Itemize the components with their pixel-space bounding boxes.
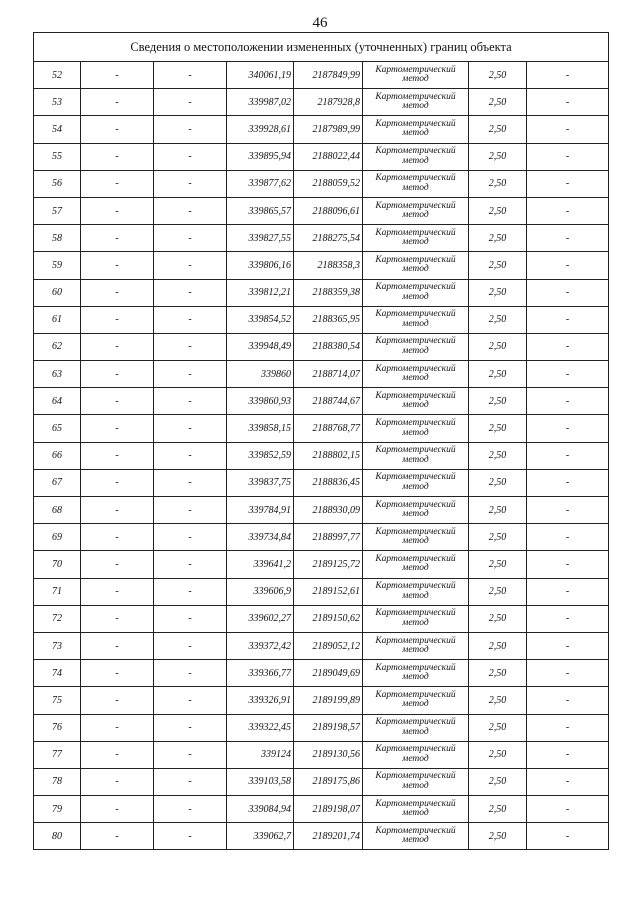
x-coordinate-cell: 339062,7 [227,823,294,850]
point-number-cell: 78 [34,768,81,795]
empty-dash-cell: - [154,469,227,496]
y-coordinate-cell: 2187849,99 [294,62,363,89]
accuracy-cell: 2,50 [469,415,527,442]
y-coordinate-cell: 2188059,52 [294,170,363,197]
method-cell: Картометрический метод [363,469,469,496]
empty-dash-cell: - [81,442,154,469]
empty-dash-cell: - [154,252,227,279]
point-number-cell: 68 [34,497,81,524]
table-header-row [34,33,609,62]
table-row [34,170,609,197]
method-cell: Картометрический метод [363,197,469,224]
note-cell: - [527,143,609,170]
empty-dash-cell: - [81,687,154,714]
accuracy-cell: 2,50 [469,361,527,388]
empty-dash-cell: - [154,524,227,551]
point-number-cell: 53 [34,89,81,116]
note-cell: - [527,823,609,850]
method-cell: Картометрический метод [363,116,469,143]
empty-dash-cell: - [81,578,154,605]
note-cell: - [527,279,609,306]
y-coordinate-cell: 2188997,77 [294,524,363,551]
point-number-cell: 58 [34,225,81,252]
empty-dash-cell: - [154,497,227,524]
empty-dash-cell: - [81,714,154,741]
empty-dash-cell: - [154,89,227,116]
x-coordinate-cell: 339641,2 [227,551,294,578]
y-coordinate-cell: 2188836,45 [294,469,363,496]
table-row [34,714,609,741]
table-row [34,333,609,360]
empty-dash-cell: - [81,524,154,551]
accuracy-cell: 2,50 [469,714,527,741]
method-cell: Картометрический метод [363,714,469,741]
point-number-cell: 56 [34,170,81,197]
empty-dash-cell: - [81,497,154,524]
accuracy-cell: 2,50 [469,660,527,687]
empty-dash-cell: - [154,605,227,632]
boundary-coordinates-table [33,32,609,850]
point-number-cell: 77 [34,741,81,768]
point-number-cell: 70 [34,551,81,578]
table-row [34,768,609,795]
y-coordinate-cell: 2188359,38 [294,279,363,306]
table-row [34,415,609,442]
method-cell: Картометрический метод [363,442,469,469]
empty-dash-cell: - [81,551,154,578]
y-coordinate-cell: 2187928,8 [294,89,363,116]
accuracy-cell: 2,50 [469,116,527,143]
y-coordinate-cell: 2189201,74 [294,823,363,850]
x-coordinate-cell: 339895,94 [227,143,294,170]
table-row [34,551,609,578]
y-coordinate-cell: 2188275,54 [294,225,363,252]
y-coordinate-cell: 2188802,15 [294,442,363,469]
x-coordinate-cell: 339852,59 [227,442,294,469]
point-number-cell: 80 [34,823,81,850]
table-row [34,62,609,89]
y-coordinate-cell: 2188714,07 [294,361,363,388]
table-row [34,442,609,469]
y-coordinate-cell: 2188930,09 [294,497,363,524]
x-coordinate-cell: 339827,55 [227,225,294,252]
x-coordinate-cell: 339806,16 [227,252,294,279]
method-cell: Картометрический метод [363,605,469,632]
y-coordinate-cell: 2188365,95 [294,306,363,333]
empty-dash-cell: - [81,197,154,224]
empty-dash-cell: - [154,442,227,469]
empty-dash-cell: - [81,279,154,306]
point-number-cell: 65 [34,415,81,442]
accuracy-cell: 2,50 [469,632,527,659]
accuracy-cell: 2,50 [469,796,527,823]
point-number-cell: 59 [34,252,81,279]
empty-dash-cell: - [154,170,227,197]
method-cell: Картометрический метод [363,741,469,768]
note-cell: - [527,524,609,551]
y-coordinate-cell: 2189130,56 [294,741,363,768]
empty-dash-cell: - [154,279,227,306]
table-row [34,469,609,496]
empty-dash-cell: - [81,768,154,795]
table-row [34,225,609,252]
empty-dash-cell: - [81,741,154,768]
method-cell: Картометрический метод [363,279,469,306]
note-cell: - [527,116,609,143]
table-row [34,823,609,850]
y-coordinate-cell: 2189199,89 [294,687,363,714]
y-coordinate-cell: 2188022,44 [294,143,363,170]
table-header: Сведения о местоположении измененных (уточненных) границ объекта [34,33,609,62]
point-number-cell: 61 [34,306,81,333]
table-row [34,252,609,279]
accuracy-cell: 2,50 [469,578,527,605]
point-number-cell: 57 [34,197,81,224]
note-cell: - [527,551,609,578]
accuracy-cell: 2,50 [469,306,527,333]
y-coordinate-cell: 2188096,61 [294,197,363,224]
x-coordinate-cell: 339865,57 [227,197,294,224]
empty-dash-cell: - [154,551,227,578]
x-coordinate-cell: 339948,49 [227,333,294,360]
table-row [34,388,609,415]
note-cell: - [527,469,609,496]
empty-dash-cell: - [81,415,154,442]
empty-dash-cell: - [81,796,154,823]
point-number-cell: 63 [34,361,81,388]
accuracy-cell: 2,50 [469,279,527,306]
table-row [34,632,609,659]
empty-dash-cell: - [81,388,154,415]
table-row [34,605,609,632]
empty-dash-cell: - [81,333,154,360]
empty-dash-cell: - [154,796,227,823]
method-cell: Картометрический метод [363,551,469,578]
accuracy-cell: 2,50 [469,823,527,850]
accuracy-cell: 2,50 [469,333,527,360]
accuracy-cell: 2,50 [469,687,527,714]
page-number: 46 [312,15,328,31]
method-cell: Картометрический метод [363,89,469,116]
method-cell: Картометрический метод [363,687,469,714]
table-row [34,660,609,687]
x-coordinate-cell: 339812,21 [227,279,294,306]
y-coordinate-cell: 2188768,77 [294,415,363,442]
table-row [34,361,609,388]
y-coordinate-cell: 2187989,99 [294,116,363,143]
method-cell: Картометрический метод [363,225,469,252]
point-number-cell: 55 [34,143,81,170]
accuracy-cell: 2,50 [469,469,527,496]
accuracy-cell: 2,50 [469,197,527,224]
empty-dash-cell: - [154,197,227,224]
x-coordinate-cell: 339860 [227,361,294,388]
empty-dash-cell: - [154,143,227,170]
method-cell: Картометрический метод [363,415,469,442]
note-cell: - [527,89,609,116]
table-row [34,524,609,551]
note-cell: - [527,687,609,714]
x-coordinate-cell: 339322,45 [227,714,294,741]
point-number-cell: 66 [34,442,81,469]
table-row [34,197,609,224]
y-coordinate-cell: 2189150,62 [294,605,363,632]
note-cell: - [527,62,609,89]
note-cell: - [527,442,609,469]
empty-dash-cell: - [154,415,227,442]
accuracy-cell: 2,50 [469,524,527,551]
method-cell: Картометрический метод [363,143,469,170]
empty-dash-cell: - [154,388,227,415]
note-cell: - [527,361,609,388]
point-number-cell: 60 [34,279,81,306]
empty-dash-cell: - [154,333,227,360]
empty-dash-cell: - [154,741,227,768]
accuracy-cell: 2,50 [469,170,527,197]
method-cell: Картометрический метод [363,170,469,197]
table-row [34,578,609,605]
empty-dash-cell: - [154,116,227,143]
method-cell: Картометрический метод [363,361,469,388]
point-number-cell: 52 [34,62,81,89]
note-cell: - [527,415,609,442]
accuracy-cell: 2,50 [469,442,527,469]
x-coordinate-cell: 339860,93 [227,388,294,415]
y-coordinate-cell: 2189198,57 [294,714,363,741]
note-cell: - [527,660,609,687]
empty-dash-cell: - [81,605,154,632]
y-coordinate-cell: 2188358,3 [294,252,363,279]
accuracy-cell: 2,50 [469,497,527,524]
method-cell: Картометрический метод [363,62,469,89]
point-number-cell: 62 [34,333,81,360]
method-cell: Картометрический метод [363,497,469,524]
point-number-cell: 69 [34,524,81,551]
x-coordinate-cell: 339103,58 [227,768,294,795]
empty-dash-cell: - [154,62,227,89]
accuracy-cell: 2,50 [469,768,527,795]
empty-dash-cell: - [154,687,227,714]
note-cell: - [527,796,609,823]
empty-dash-cell: - [81,116,154,143]
method-cell: Картометрический метод [363,578,469,605]
note-cell: - [527,170,609,197]
point-number-cell: 73 [34,632,81,659]
empty-dash-cell: - [81,823,154,850]
x-coordinate-cell: 339084,94 [227,796,294,823]
method-cell: Картометрический метод [363,796,469,823]
note-cell: - [527,768,609,795]
x-coordinate-cell: 339606,9 [227,578,294,605]
empty-dash-cell: - [81,361,154,388]
x-coordinate-cell: 339987,02 [227,89,294,116]
point-number-cell: 71 [34,578,81,605]
empty-dash-cell: - [81,306,154,333]
note-cell: - [527,388,609,415]
table-row [34,306,609,333]
table-row [34,796,609,823]
y-coordinate-cell: 2189175,86 [294,768,363,795]
x-coordinate-cell: 339372,42 [227,632,294,659]
x-coordinate-cell: 340061,19 [227,62,294,89]
accuracy-cell: 2,50 [469,741,527,768]
empty-dash-cell: - [81,170,154,197]
point-number-cell: 79 [34,796,81,823]
x-coordinate-cell: 339784,91 [227,497,294,524]
accuracy-cell: 2,50 [469,605,527,632]
accuracy-cell: 2,50 [469,252,527,279]
table-body [34,33,609,850]
x-coordinate-cell: 339602,27 [227,605,294,632]
empty-dash-cell: - [154,714,227,741]
x-coordinate-cell: 339837,75 [227,469,294,496]
x-coordinate-cell: 339877,62 [227,170,294,197]
y-coordinate-cell: 2189049,69 [294,660,363,687]
accuracy-cell: 2,50 [469,551,527,578]
table-row [34,741,609,768]
note-cell: - [527,252,609,279]
y-coordinate-cell: 2188380,54 [294,333,363,360]
method-cell: Картометрический метод [363,632,469,659]
y-coordinate-cell: 2189198,07 [294,796,363,823]
x-coordinate-cell: 339326,91 [227,687,294,714]
method-cell: Картометрический метод [363,388,469,415]
y-coordinate-cell: 2189152,61 [294,578,363,605]
note-cell: - [527,333,609,360]
method-cell: Картометрический метод [363,768,469,795]
empty-dash-cell: - [154,632,227,659]
empty-dash-cell: - [154,306,227,333]
accuracy-cell: 2,50 [469,225,527,252]
method-cell: Картометрический метод [363,823,469,850]
empty-dash-cell: - [81,62,154,89]
y-coordinate-cell: 2188744,67 [294,388,363,415]
method-cell: Картометрический метод [363,306,469,333]
x-coordinate-cell: 339734,84 [227,524,294,551]
accuracy-cell: 2,50 [469,143,527,170]
x-coordinate-cell: 339928,61 [227,116,294,143]
note-cell: - [527,578,609,605]
method-cell: Картометрический метод [363,524,469,551]
accuracy-cell: 2,50 [469,388,527,415]
table-row [34,687,609,714]
x-coordinate-cell: 339854,52 [227,306,294,333]
note-cell: - [527,225,609,252]
point-number-cell: 54 [34,116,81,143]
method-cell: Картометрический метод [363,333,469,360]
empty-dash-cell: - [81,660,154,687]
x-coordinate-cell: 339124 [227,741,294,768]
point-number-cell: 74 [34,660,81,687]
note-cell: - [527,197,609,224]
empty-dash-cell: - [81,252,154,279]
empty-dash-cell: - [81,469,154,496]
empty-dash-cell: - [81,225,154,252]
method-cell: Картометрический метод [363,252,469,279]
note-cell: - [527,741,609,768]
accuracy-cell: 2,50 [469,89,527,116]
table-row [34,116,609,143]
empty-dash-cell: - [81,89,154,116]
table-row [34,279,609,306]
empty-dash-cell: - [154,823,227,850]
x-coordinate-cell: 339858,15 [227,415,294,442]
empty-dash-cell: - [154,225,227,252]
y-coordinate-cell: 2189125,72 [294,551,363,578]
note-cell: - [527,306,609,333]
empty-dash-cell: - [154,660,227,687]
table-row [34,143,609,170]
empty-dash-cell: - [81,143,154,170]
point-number-cell: 76 [34,714,81,741]
point-number-cell: 72 [34,605,81,632]
note-cell: - [527,632,609,659]
accuracy-cell: 2,50 [469,62,527,89]
x-coordinate-cell: 339366,77 [227,660,294,687]
empty-dash-cell: - [81,632,154,659]
note-cell: - [527,605,609,632]
method-cell: Картометрический метод [363,660,469,687]
point-number-cell: 75 [34,687,81,714]
empty-dash-cell: - [154,578,227,605]
empty-dash-cell: - [154,768,227,795]
note-cell: - [527,497,609,524]
note-cell: - [527,714,609,741]
empty-dash-cell: - [154,361,227,388]
point-number-cell: 67 [34,469,81,496]
point-number-cell: 64 [34,388,81,415]
table-row [34,89,609,116]
y-coordinate-cell: 2189052,12 [294,632,363,659]
table-row [34,497,609,524]
